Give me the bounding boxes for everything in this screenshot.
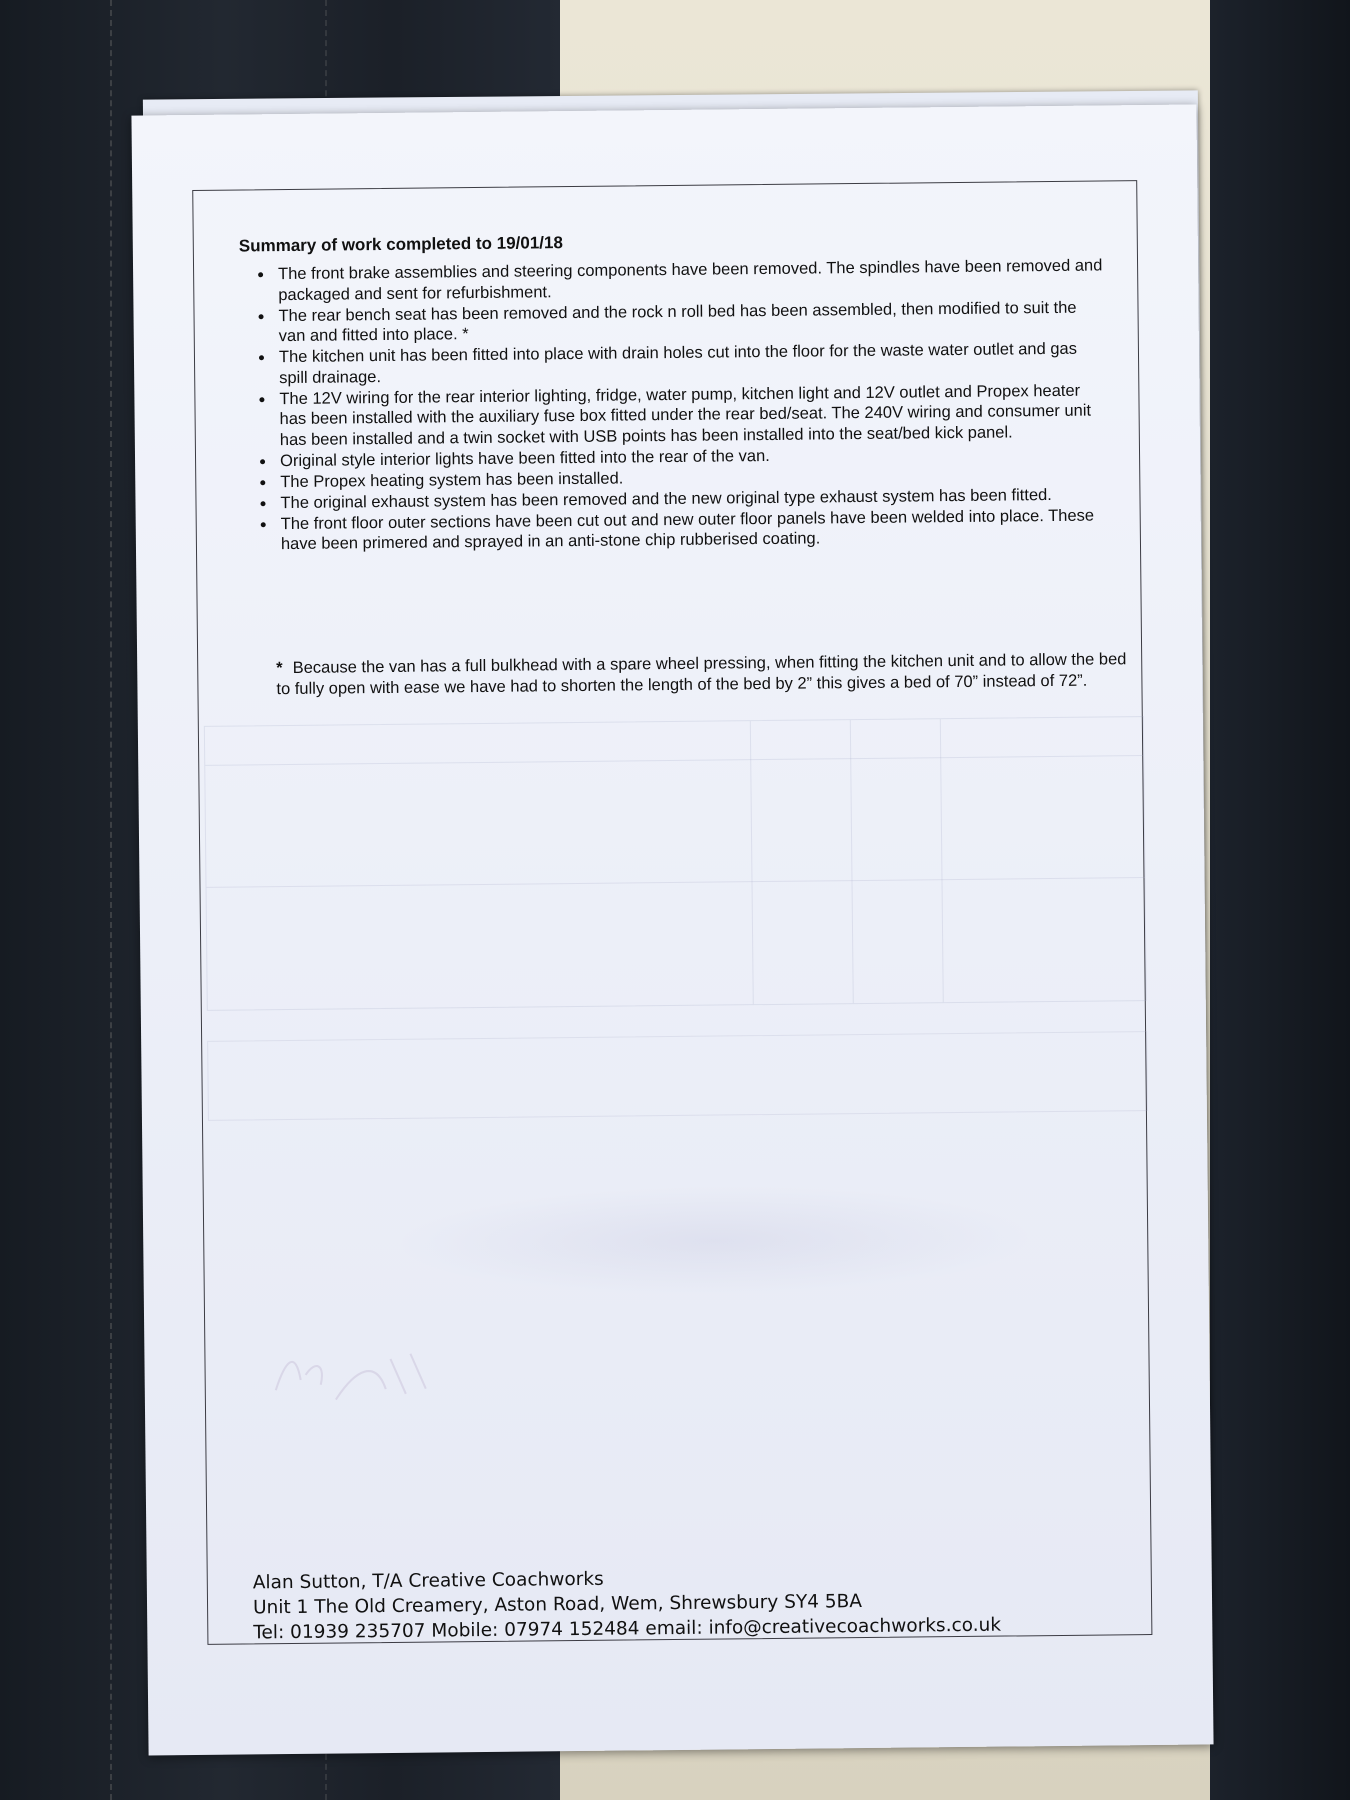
bleed-through-handwriting — [265, 1318, 446, 1410]
list-item: • The 12V wiring for the rear interior lighting, fridge, water pump, kitchen light and 12V outlet and Propex heater has been installed with the auxiliary fuse box fitted under the rear bed/seat. The 240V wiring and consumer unit has been installed and a twin socket with USB points has been installed into the seat/bed kick panel. — [275, 380, 1106, 450]
list-item: • The Propex heating system has been installed. — [276, 463, 1106, 492]
list-item: • Original style interior lights have been fitted into the rear of the van. — [276, 442, 1106, 471]
bleed-through-total-box — [207, 1031, 1148, 1121]
bleed-through-table — [204, 716, 1147, 1011]
bleed-through-column-line — [750, 721, 754, 1004]
page-border — [192, 180, 1152, 1645]
list-item: • The kitchen unit has been fitted into place with drain holes cut into the floor for the waste water outlet and gas spill drainage. — [275, 338, 1105, 388]
list-item: • The original exhaust system has been removed and the new original type exhaust system has been fitted. — [276, 484, 1106, 513]
list-item: • The rear bench seat has been removed and the rock n roll bed has been assembled, then modified to suit the van and fitted into place. * — [274, 297, 1104, 347]
bleed-through-column-line — [940, 719, 944, 1002]
business-name: Alan Sutton, T/A Creative Coachworks — [252, 1568, 604, 1594]
list-item: • The front brake assemblies and steering components have been removed. The spindles have been removed and packaged and sent for refurbishment. — [274, 255, 1104, 305]
business-phone-email: Tel: 01939 235707 Mobile: 07974 152484 email: info@creativecoachworks.co.uk — [253, 1614, 1002, 1644]
contact-footer — [253, 1561, 1154, 1645]
bleed-through-text-area — [394, 1182, 1035, 1299]
seat-background-right — [1210, 0, 1350, 1800]
work-summary-list — [249, 255, 1107, 555]
seat-stitching — [110, 0, 112, 1800]
bleed-through-column-line — [850, 720, 854, 1003]
bleed-through-row-line — [207, 877, 1145, 888]
document-page — [131, 104, 1213, 1755]
bed-length-footnote — [276, 649, 1131, 700]
footnote-asterisk: * — [276, 659, 283, 678]
business-address: Unit 1 The Old Creamery, Aston Road, Wem, Shrewsbury SY4 5BA — [252, 1591, 863, 1619]
summary-title: Summary of work completed to 19/01/18 — [238, 233, 563, 256]
footnote-text: Because the van has a full bulkhead with a spare wheel pressing, when fitting the kitchen unit and to allow the bed to fully open with ease we have had to shorten the length of the bed by 2” this gives a bed of 70” instead of 72”. — [276, 650, 1127, 699]
list-item: • The front floor outer sections have been cut out and new outer floor panels have been welded into place. These have been primered and sprayed in an anti-stone chip rubberised coating. — [277, 505, 1107, 555]
bleed-through-row-line — [205, 755, 1143, 766]
